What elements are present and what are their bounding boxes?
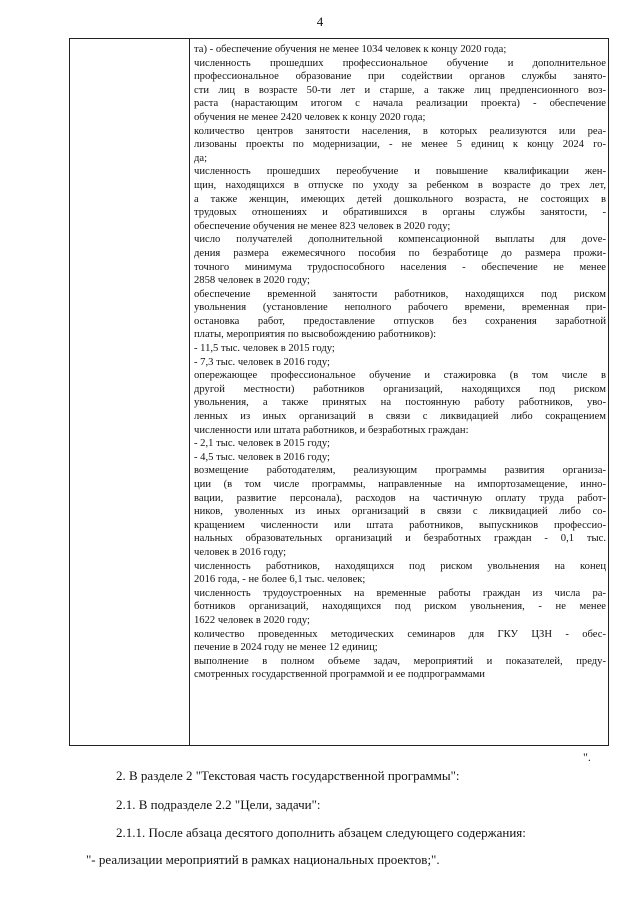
table-text-line: а также женщин, имеющих детей дошкольного возраста, не состоящих в: [194, 193, 606, 205]
paragraph-item-2-1-1: 2.1.1. После абзаца десятого дополнить абзацем следующего содержания:: [116, 825, 526, 840]
table-text-line: кращением численности или штата работников, выпускников профессио-: [194, 519, 606, 531]
table-text-line: опережающее профессиональное обучение и стажировка (в том числе в: [194, 370, 606, 382]
table-text-line: количество проведенных методических семинаров для ГКУ ЦЗН - обес-: [194, 628, 606, 640]
table-text-line: ленных из иных организаций в связи с ликвидацией либо сокращением: [194, 411, 606, 423]
table-text-line: число получателей дополнительной компенсационной выплаты для дove-: [194, 234, 606, 246]
table-text-line: профессиональное образование при содействии органов службы занято-: [194, 71, 606, 83]
closing-quote: ".: [583, 750, 591, 764]
table-text-line: ников, уволенных из иных организаций в связи с ликвидацией либо со-: [194, 506, 606, 518]
table-text-line: увольнения (установление неполного рабочего времени, временная при-: [194, 302, 606, 314]
table-text-line: другой местности) работников организаций, находящихся под риском: [194, 383, 606, 395]
table-text-line: ции (в том числе программы, направленные на импортозамещение, инно-: [194, 479, 606, 490]
paragraph-subsection-2-1: 2.1. В подразделе 2.2 "Цели, задачи":: [116, 797, 321, 812]
table-column-divider: [189, 39, 190, 745]
table-text-line: численность трудоустроенных на временные работы граждан из числа ра-: [194, 587, 606, 599]
paragraph-quoted-insertion: "- реализации мероприятий в рамках национальных проектов;".: [86, 852, 440, 867]
table-text-line: - 4,5 тыс. человек в 2016 году;: [194, 451, 330, 463]
table-text-line: - 11,5 тыс. человек в 2015 году;: [194, 343, 335, 355]
table-text-line: количество центров занятости населения, в которых реализуются или реа-: [194, 125, 606, 137]
table-text-line: - 7,3 тыс. человек в 2016 году;: [194, 356, 330, 368]
table-text-line: дения размера ежемесячного пособия по безработице до размера прожи-: [194, 247, 606, 259]
table-text-line: человек в 2016 году;: [194, 546, 287, 558]
table-text-line: 2858 человек в 2020 году;: [194, 275, 310, 287]
table-text-line: щин, находящихся в отпуске по уходу за ребенком в возрасте до трех лет,: [194, 179, 606, 191]
table-text-line: возмещение работодателям, реализующим программы развития организа-: [194, 465, 606, 477]
table-text-line: 1622 человек в 2020 году;: [194, 614, 310, 626]
page-number: 4: [316, 14, 324, 29]
table-text-line: печение в 2024 году не менее 12 единиц;: [194, 642, 378, 654]
table-text-line: ботников организаций, находящихся под риском увольнения, - не менее: [194, 601, 606, 613]
table-text-line: обучения не менее 2420 человек к концу 2020 года;: [194, 111, 426, 123]
table-text-line: вации, развитие персонала), расходов на частичную оплату труда работ-: [194, 492, 606, 504]
table-text-line: нальных образовательных организаций и безработных граждан - 0,1 тыс.: [194, 533, 606, 545]
table-right-cell: [194, 43, 606, 682]
table-text-line: численность прошедших профессиональное обучение и дополнительное: [194, 57, 606, 69]
table-text-line: обеспечение временной занятости работников, находящихся под риском: [194, 288, 606, 300]
table-text-line: раста (нарастающим итогом с начала реализации проекта) - обеспечение: [194, 98, 606, 110]
table-text-line: сти лиц в возрасте 50-ти лет и старше, а также лиц предпенсионного воз-: [194, 84, 606, 96]
table-text-line: численность прошедших переобучение и повышение квалификации жен-: [194, 166, 606, 178]
table-text-line: обеспечение обучения не менее 823 человек в 2020 году;: [194, 220, 451, 232]
table-text-line: численность работников, находящихся под риском увольнения на конец: [194, 560, 606, 572]
table-text-line: да;: [194, 152, 208, 164]
table-left-cell: [70, 39, 189, 745]
table-text-line: трудовых отношениях и обратившихся в органы службы занятости, -: [194, 207, 606, 219]
table-text-line: та) - обеспечение обучения не менее 1034 человек к концу 2020 года;: [194, 44, 507, 55]
table-text-line: платы, мероприятия по высвобождению работников):: [194, 329, 437, 341]
table-text-line: численности или штата работников, и безработных граждан:: [194, 424, 469, 436]
paragraph-section-2: 2. В разделе 2 "Текстовая часть государственной программы":: [116, 768, 460, 783]
table-text-line: выполнение в полном объеме задач, мероприятий и показателей, преду-: [194, 655, 606, 667]
table-text-line: увольнения, а также принятых на постоянную работу работников, уво-: [194, 397, 606, 409]
table-text-line: остановка работ, предоставление отпусков без сохранения заработной: [194, 315, 606, 327]
table-text-line: смотренных государственной программой и ее подпрограммами: [194, 669, 485, 681]
table-text-line: - 2,1 тыс. человек в 2015 году;: [194, 438, 330, 450]
table-text-line: точного минимума трудоспособного населения - обеспечение не менее: [194, 261, 606, 273]
indicators-table: [69, 38, 609, 746]
table-text-line: 2016 года, - не более 6,1 тыс. человек;: [194, 574, 366, 586]
table-text-line: лизованы проекты по модернизации, - не менее 5 единиц к концу 2024 го-: [194, 139, 606, 151]
